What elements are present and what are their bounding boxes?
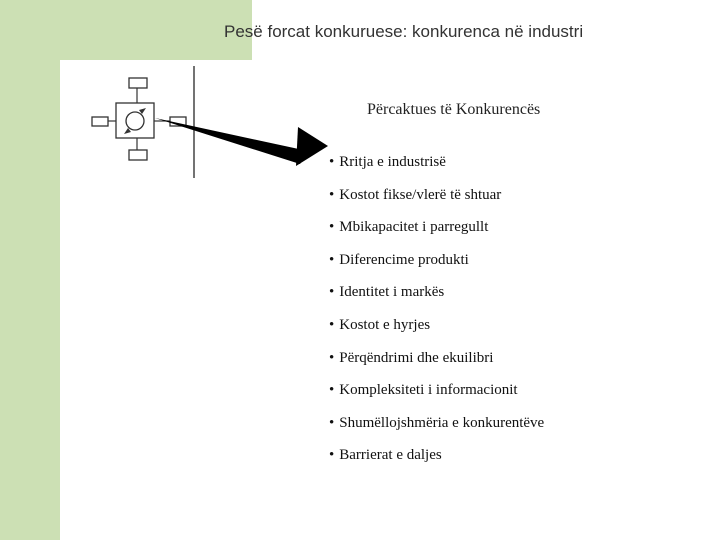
- determinants-heading: Përcaktues të Konkurencës: [367, 101, 541, 118]
- force-box-bottom: [129, 150, 147, 160]
- list-item: • Përqëndrimi dhe ekuilibri: [329, 349, 494, 366]
- list-item: • Barrierat e daljes: [329, 447, 442, 464]
- arrow-head-icon: [296, 127, 328, 166]
- rivalry-circle-icon: [126, 112, 144, 130]
- list-item: • Kostot fikse/vlerë të shtuar: [329, 186, 502, 203]
- force-box-top: [129, 78, 147, 88]
- list-item: • Kostot e hyrjes: [329, 316, 431, 333]
- list-item: • Kompleksiteti i informacionit: [329, 382, 518, 399]
- force-box-left: [92, 117, 108, 126]
- arrow-shaft: [155, 118, 308, 164]
- list-item: • Identitet i markës: [329, 284, 445, 301]
- list-item: • Rritja e industrisë: [329, 154, 446, 170]
- list-item: • Shumëllojshmëria e konkurentëve: [329, 414, 545, 431]
- factors-list: [329, 152, 544, 478]
- slide-title: Pesë forcat konkuruese: konkurenca në industri: [224, 22, 584, 41]
- list-item: • Mbikapacitet i parregullt: [329, 219, 489, 236]
- force-box-center: [116, 103, 154, 138]
- list-item: • Diferencime produkti: [329, 251, 469, 268]
